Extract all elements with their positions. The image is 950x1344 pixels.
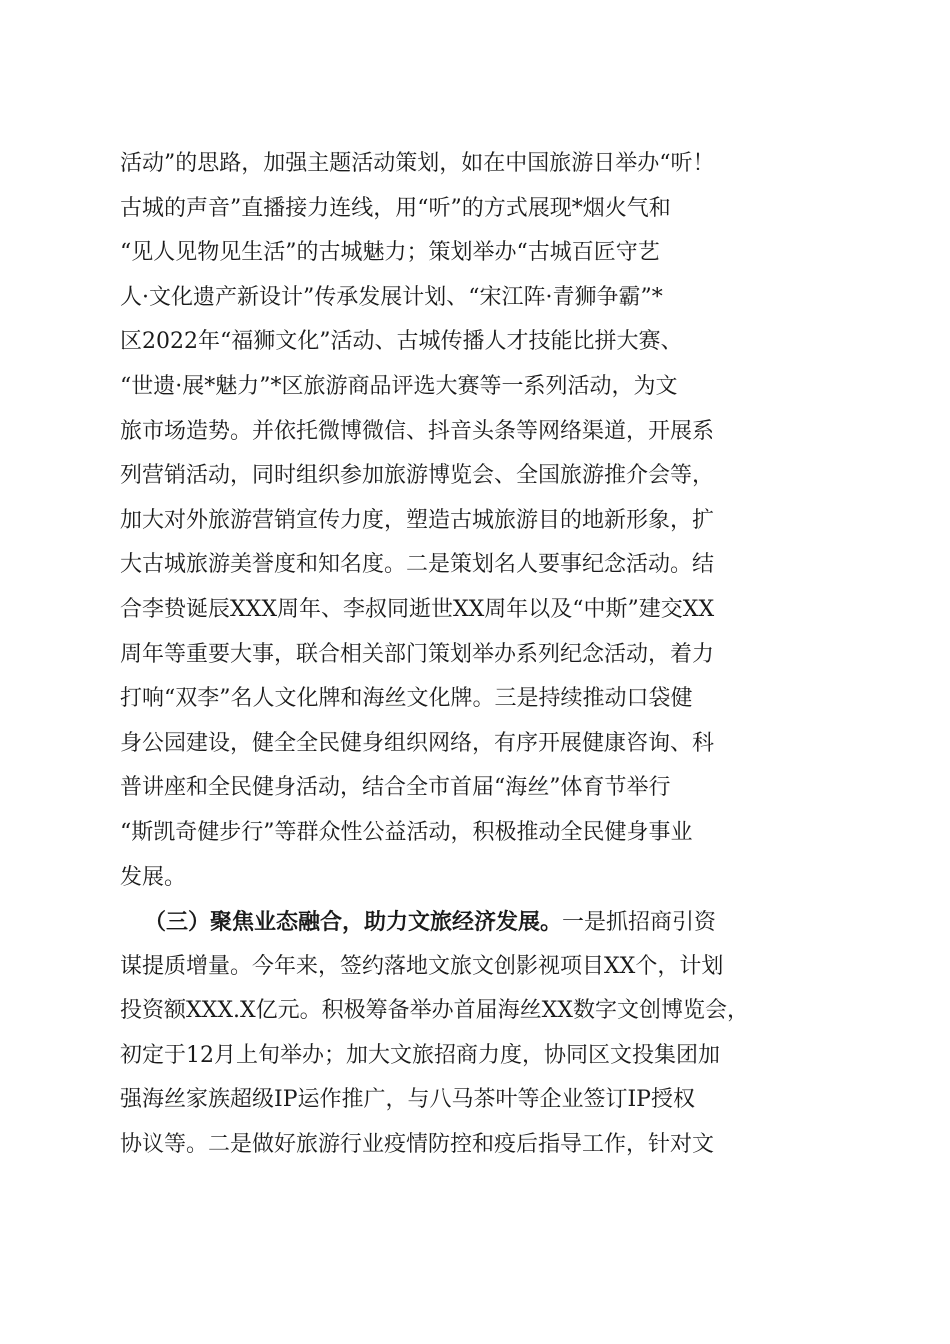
text-line: “世遗·展*魅力”*区旅游商品评选大赛等一系列活动，为文: [120, 373, 678, 399]
text-line: 活动”的思路，加强主题活动策划，如在中国旅游日举办“听！: [120, 151, 715, 176]
section-first-line: [120, 900, 832, 945]
text-line: 区2022年“福狮文化”活动、古城传播人才技能比拼大赛、: [120, 329, 683, 355]
text-line: 投资额XXX.X亿元。积极筹备举办首届海丝XX数字文创博览会，: [120, 998, 749, 1024]
document-body: [120, 142, 832, 1168]
text-line: 发展。: [120, 864, 187, 890]
paragraph-1: [120, 142, 832, 900]
text-line: 身公园建设，健全全民健身组织网络，有序开展健康咨询、科: [120, 730, 715, 756]
text-line: 强海丝家族超级IP运作推广，与八马茶叶等企业签订IP授权: [120, 1087, 695, 1113]
text-line: “见人见物见生活”的古城魅力；策划举办“古城百匠守艺: [120, 240, 660, 266]
text-line: 协议等。二是做好旅游行业疫情防控和疫后指导工作，针对文: [120, 1132, 715, 1158]
section-first-line-text: 一是抓招商引资: [562, 910, 717, 936]
text-line: 周年等重要大事，联合相关部门策划举办系列纪念活动，着力: [120, 641, 715, 667]
text-line: 初定于12月上旬举办；加大文旅招商力度，协同区文投集团加: [120, 1042, 720, 1068]
text-line: 合李贽诞辰XXX周年、李叔同逝世XX周年以及“中斯”建交XX: [120, 596, 715, 622]
text-line: 打响“双李”名人文化牌和海丝文化牌。三是持续推动口袋健: [120, 686, 693, 712]
text-line: 旅市场造势。并依托微博微信、抖音头条等网络渠道，开展系: [120, 418, 715, 444]
text-line: 人·文化遗产新设计”传承发展计划、“宋江阵·青狮争霸”*: [120, 284, 663, 310]
text-line: 普讲座和全民健身活动，结合全市首届“海丝”体育节举行: [120, 775, 671, 801]
text-line: 加大对外旅游营销宣传力度，塑造古城旅游目的地新形象，扩: [120, 507, 715, 533]
paragraph-2: [120, 900, 832, 1168]
text-line: 古城的声音”直播接力连线，用“听”的方式展现*烟火气和: [120, 195, 671, 221]
text-line: 列营销活动，同时组织参加旅游博览会、全国旅游推介会等，: [120, 463, 715, 489]
section-heading: （三）聚焦业态融合，助力文旅经济发展。: [144, 909, 563, 936]
text-line: 大古城旅游美誉度和知名度。二是策划名人要事纪念活动。结: [120, 552, 715, 578]
text-line: “斯凯奇健步行”等群众性公益活动，积极推动全民健身事业: [120, 819, 693, 845]
text-line: 谋提质增量。今年来，签约落地文旅文创影视项目XX个，计划: [120, 953, 724, 979]
